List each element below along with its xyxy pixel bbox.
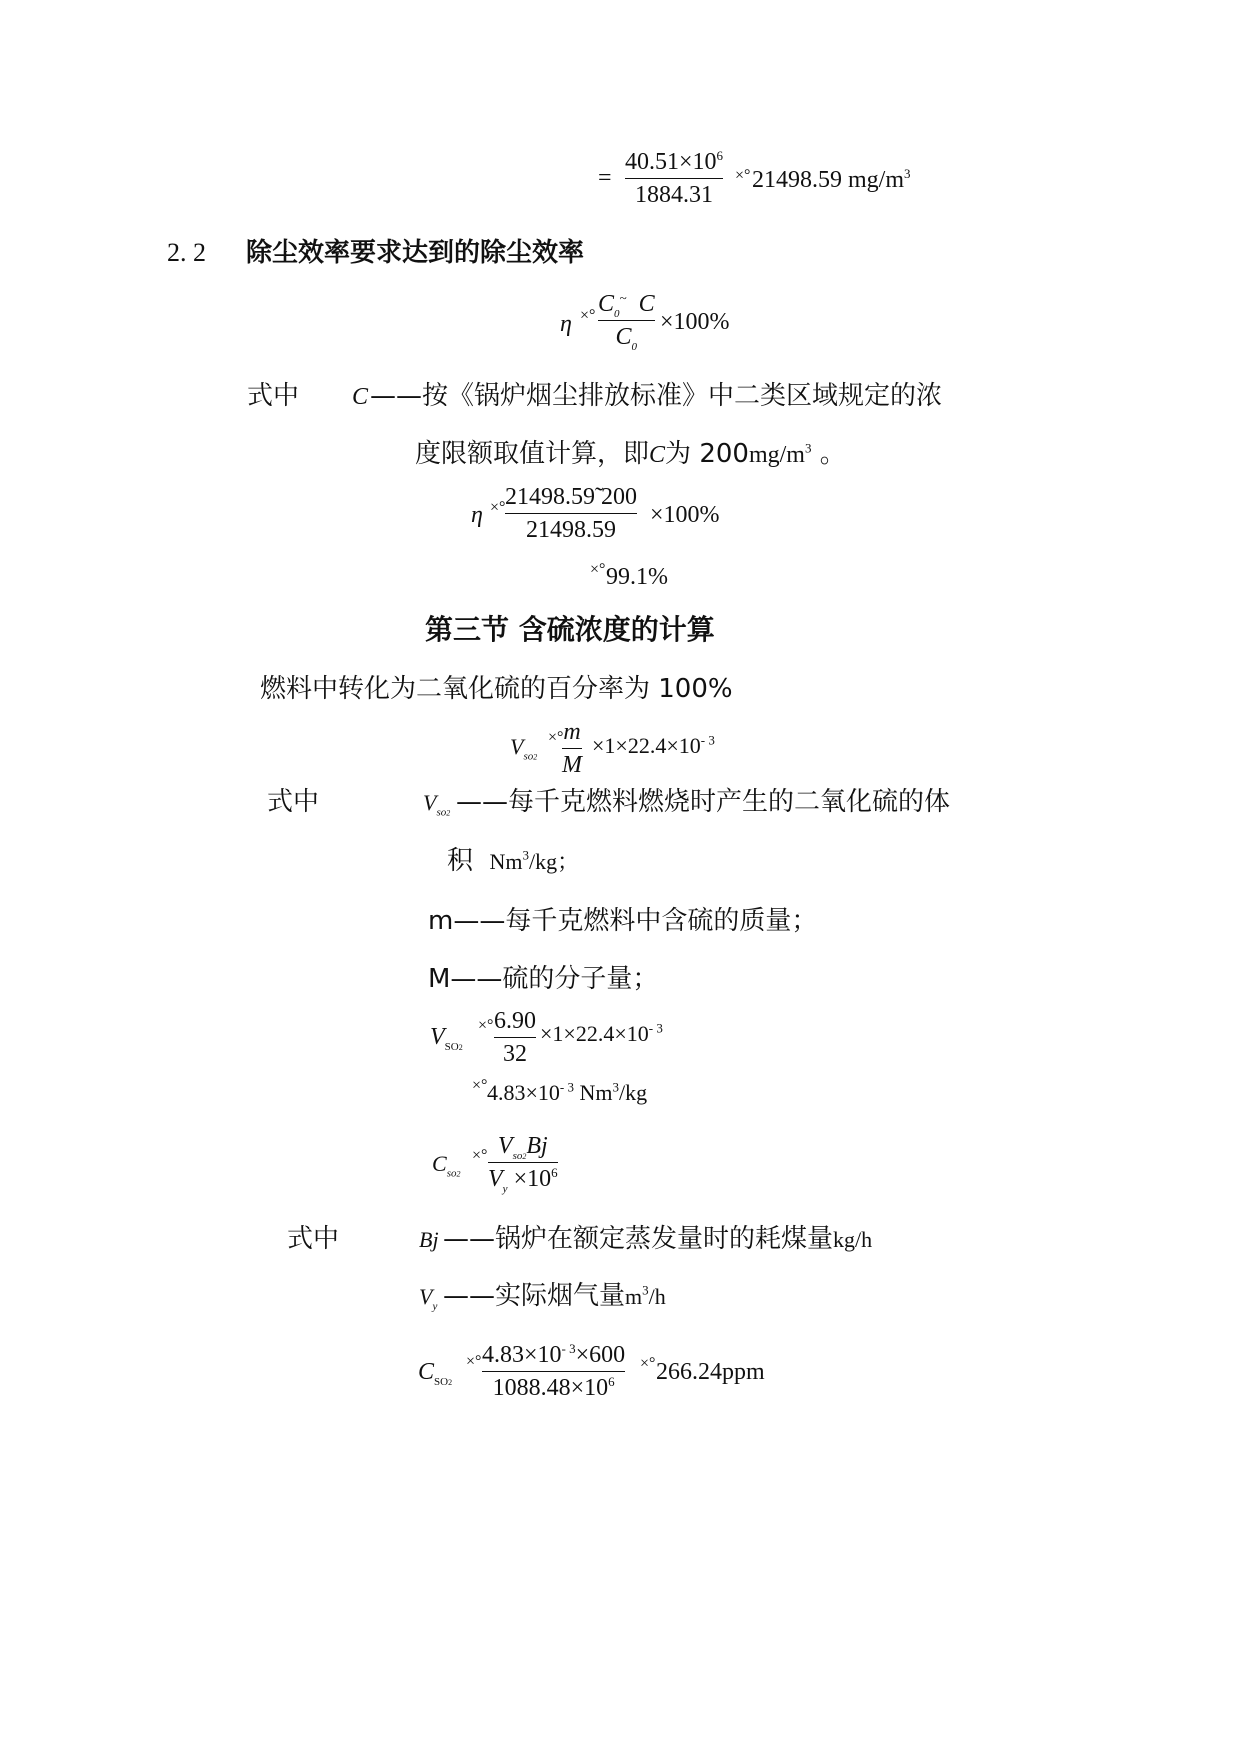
definition-bj: ——锅炉在额定蒸发量时的耗煤量kg/h: [443, 1224, 873, 1254]
times-hundred: ×100%: [660, 309, 730, 335]
eta-symbol: η: [471, 502, 483, 528]
v-so2-symbol: $V_{so2}$: [510, 734, 538, 763]
numerator-exponent: 6: [716, 148, 724, 163]
approx-symbol: ×°: [466, 1353, 482, 1370]
fraction-bar: [488, 1162, 558, 1163]
fraction-bar: [482, 1371, 625, 1372]
approx-symbol: ×°: [490, 499, 506, 516]
multiplier: $\times 1\times 22.4\times 10^{- 3}$: [540, 1020, 663, 1046]
approx-symbol: ×°: [590, 561, 606, 578]
multiplier: $\times 1\times 22.4\times 10^{- 3}$: [592, 732, 715, 758]
fraction-efficiency: $C_0^\sim$ C $C_0$: [598, 290, 655, 353]
fraction-bar: [494, 1037, 536, 1038]
fraction-6-90-over-32: [494, 1009, 536, 1066]
fraction-concentration: [625, 150, 723, 207]
bj-symbol: Bj: [419, 1227, 439, 1252]
approx-symbol: ×°: [735, 167, 751, 184]
denominator: 1884.31: [635, 182, 714, 208]
definition-m: m——每千克燃料中含硫的质量；: [428, 906, 818, 936]
section-number: 2. 2: [167, 238, 206, 267]
denominator: 32: [503, 1041, 527, 1067]
numerator: 6.90: [494, 1008, 536, 1034]
definition-vy: ——实际烟气量$m^3/h$: [443, 1281, 666, 1311]
approx-symbol: ×°: [548, 729, 564, 746]
fraction-efficiency-value: [505, 485, 637, 542]
fraction-concentration-formula: $V_{so2}Bj$ $V_y \times 10^6$: [488, 1133, 558, 1195]
section-title: 除尘效率要求达到的除尘效率: [246, 238, 585, 268]
definition-v-so2-line2: 积 Nm$^3$/kg；: [447, 846, 580, 876]
symbol-c: C: [352, 384, 369, 410]
definition-c-line2: 度限额取值计算，即C为 $200mg/m^3$ 。: [415, 439, 846, 469]
definition-v-so2-line1: ——每千克燃料燃烧时产生的二氧化硫的体: [456, 787, 951, 817]
fraction-bar: [505, 513, 637, 514]
denominator: M: [562, 752, 582, 778]
eta-symbol: η: [560, 311, 572, 337]
vy-symbol: $V_y$: [419, 1284, 438, 1313]
fraction-concentration-value: $4.83\times 10^{- 3}\times 600$ $1088.48\times 10^6$: [482, 1341, 626, 1401]
numerator: m: [563, 719, 581, 745]
numerator: 40.51×10: [625, 149, 717, 175]
definition-M: M——硫的分子量；: [428, 964, 659, 994]
times-hundred: ×100%: [650, 502, 720, 528]
fraction-bar: [598, 320, 655, 321]
where-label: 式中: [287, 1224, 340, 1254]
v-so2-symbol: $V_{so2}$: [423, 790, 451, 819]
fraction-bar: [562, 748, 582, 749]
approx-symbol: ×°: [472, 1147, 488, 1164]
approx-symbol: ×°: [640, 1355, 656, 1372]
definition-c-line1: ——按《锅炉烟尘排放标准》中二类区域规定的浓: [370, 381, 943, 411]
c-so2-symbol: $C_{so2}$: [432, 1151, 461, 1180]
intro-text: 燃料中转化为二氧化硫的百分率为 100%: [260, 674, 733, 704]
so2-volume-result: $4.83\times 10^{- 3}$ Nm$^3$/kg: [487, 1079, 648, 1105]
denominator: 21498.59: [526, 517, 616, 543]
approx-symbol: ×°: [580, 307, 596, 324]
fraction-bar: [625, 178, 723, 179]
approx-symbol: ×°: [472, 1077, 488, 1094]
efficiency-result: 99.1%: [606, 564, 668, 590]
numerator: 21498.59̃ 200: [505, 484, 637, 510]
concentration-result: 21498.59 $mg/m^3$: [752, 166, 911, 193]
v-so2-symbol: $V_{SO2}$: [430, 1024, 463, 1053]
equals-sign: =: [598, 165, 612, 191]
approx-symbol: ×°: [478, 1017, 494, 1034]
fraction-m-over-M: [562, 720, 582, 777]
section-3-title: 第三节 含硫浓度的计算: [425, 613, 715, 646]
c-so2-symbol: $C_{SO2}$: [418, 1359, 453, 1388]
where-label: 式中: [267, 787, 320, 817]
where-label: 式中: [247, 381, 300, 411]
so2-concentration-result: 266.24ppm: [656, 1359, 765, 1385]
